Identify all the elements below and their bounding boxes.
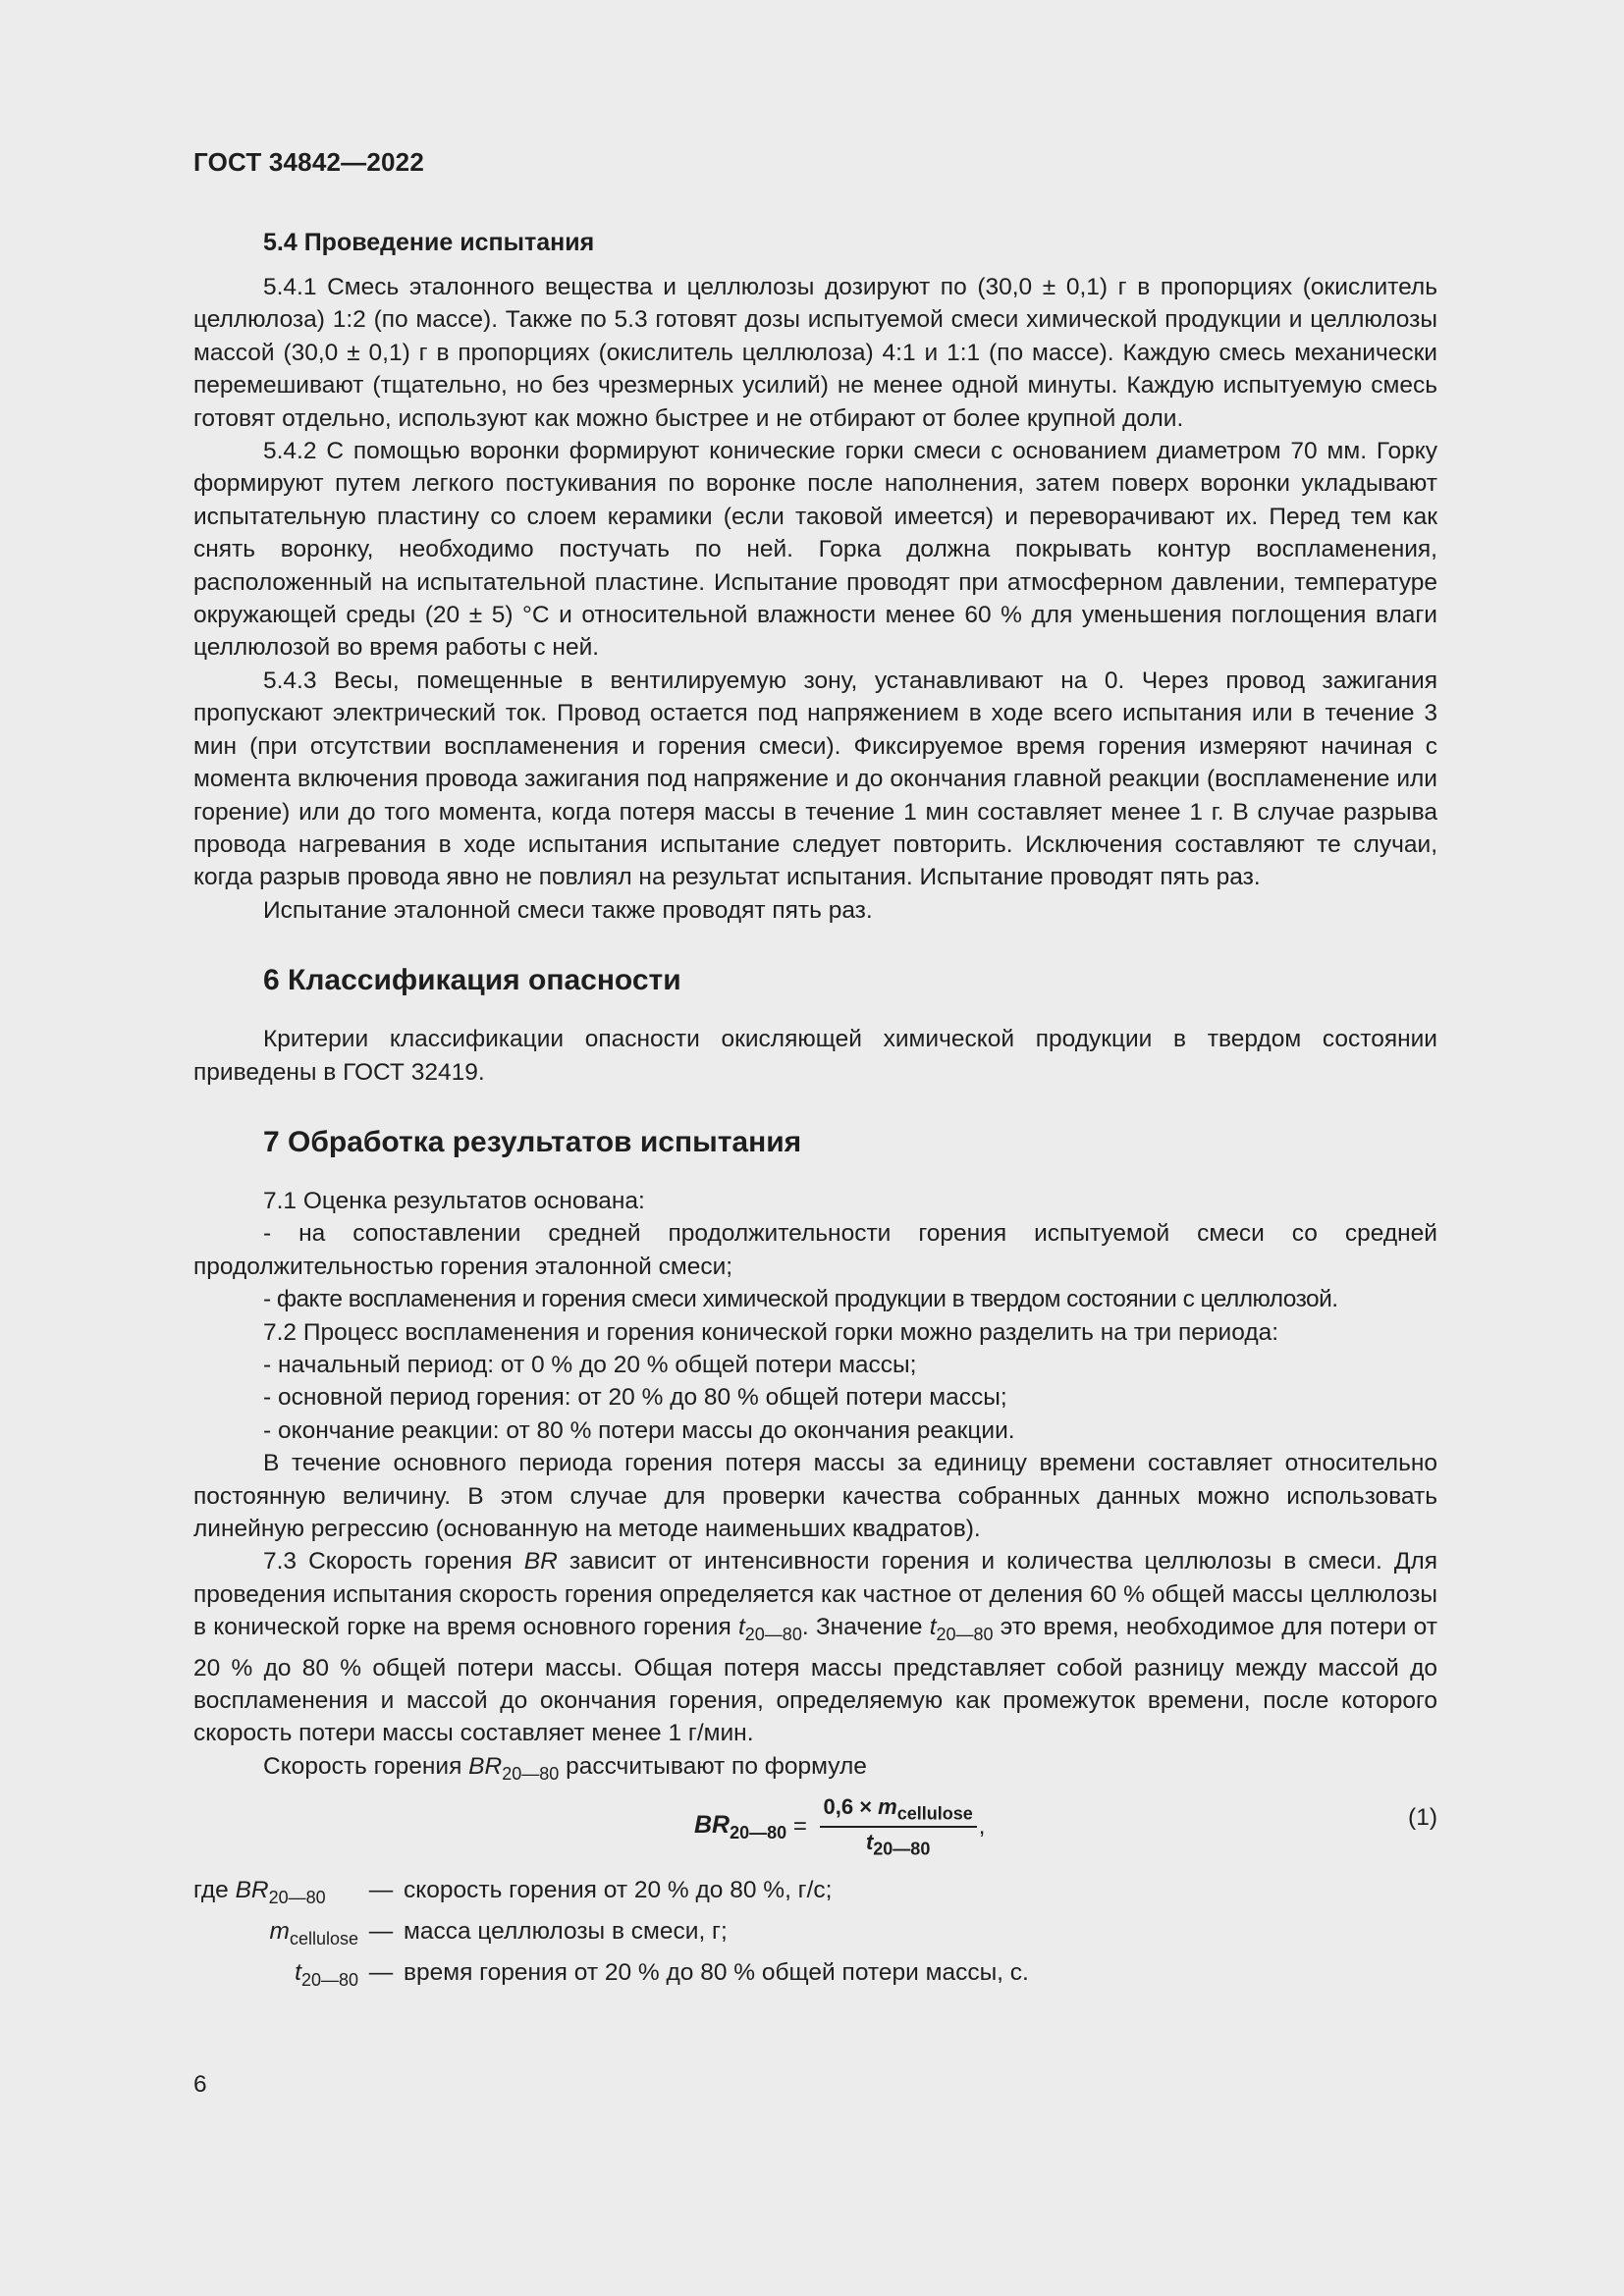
paragraph-7-3: 7.3 Скорость горения BR зависит от интенсивности горения и количества целлюлозы в смеси. Для проведения испытания скорость горения определяется как частное от деления 60 % общей массы целлюлозы в конической горке на время основного горения $t_{20—80}$. Значение $t_{20—80}$ это время, необходимое для потери от 20 % до 80 % общей потери массы. Общая потеря массы представляет собой разницу между массой до воспламенения и массой до окончания горения, определяемую как промежуток времени, после которого скорость потери массы составляет менее 1 г/мин. — [193, 1548, 1437, 1747]
legend-row-m: $m_{cellulose}$ — масса целлюлозы в смеси, г; — [269, 1918, 728, 1949]
bullet-ignition-fact: - факте воспламенения и горения смеси химической продукции в твердом состоянии с целлюлозой. — [263, 1286, 1338, 1313]
t-symbol: t — [737, 1614, 745, 1641]
br-symbol: BR — [468, 1752, 503, 1780]
formula-numerator: $0,6 \times m_{cellulose}$ — [820, 1794, 977, 1828]
paragraph-main-period: В течение основного периода горения потеря массы за единицу времени составляет относительно постоянную величину. В этом случае для проверки качества собранных данных можно использовать линейную регрессию (основанную на методе наименьших квадратов). — [193, 1450, 1437, 1542]
burning-rate-formula — [694, 1794, 985, 1860]
formula-fraction — [820, 1794, 977, 1860]
paragraph-6: Критерии классификации опасности окисляющей химической продукции в твердом состоянии приведены в ГОСТ 32419. — [193, 1026, 1437, 1086]
formula-equals: = — [786, 1813, 814, 1841]
document-code: ГОСТ 34842—2022 — [193, 147, 424, 177]
formula-comma: , — [978, 1813, 986, 1841]
paragraph-5-4-1: 5.4.1 Смесь эталонного вещества и целлюлозы дозируют по (30,0 ± 0,1) г в пропорциях (окислитель целлюлоза) 1:2 (по массе). Также по 5.3 готовят дозы испытуемой смеси химической продукции и целлюлозы массой (30,0 ± 0,1) г в пропорциях (окислитель целлюлоза) 4:1 и 1:1 (по массе). Каждую смесь механически перемешивают (тщательно, но без чрезмерных усилий) не менее одной минуты. Каждую испытуемую смесь готовят отдельно, используют как можно быстрее и не отбирают от более крупной доли. — [193, 274, 1437, 432]
section-7-heading: 7 Обработка результатов испытания — [263, 1125, 802, 1158]
t-symbol: t — [929, 1614, 937, 1641]
paragraph-5-4-3: 5.4.3 Весы, помещенные в вентилируемую зону, устанавливают на 0. Через провод зажигания пропускают электрический ток. Провод остается под напряжением в ходе всего испытания или в течение 3 мин (при отсутствии воспламенения и горения смеси). Фиксируемое время горения измеряют начиная с момента включения провода зажигания под напряжение и до окончания главной реакции (воспламенение или горение) или до того момента, когда потеря массы в течение 1 мин составляет менее 1 г. В случае разрыва провода нагревания в ходе испытания испытание следует повторить. Исключения составляют те случаи, когда разрыв провода явно не повлиял на результат испытания. Испытание проводят пять раз. — [193, 667, 1437, 891]
period-end: - окончание реакции: от 80 % потери массы до окончания реакции. — [263, 1416, 1015, 1444]
paragraph-reference-test: Испытание эталонной смеси также проводят пять раз. — [263, 896, 873, 924]
paragraph-7-1: 7.1 Оценка результатов основана: — [263, 1187, 645, 1214]
paragraph-5-4-2: 5.4.2 С помощью воронки формируют конические горки смеси с основанием диаметром 70 мм. Горку формируют путем легкого постукивания по воронке после наполнения, затем поверх воронки укладывают испытательную пластину со слоем керамики (если таковой имеется) и переворачивают их. Перед тем как снять воронку, необходимо постучать по ней. Горка должна покрывать контур воспламенения, расположенный на испытательной пластине. Испытание проводят при атмосферном давлении, температуре окружающей среды (20 ± 5) °С и относительной влажности менее 60 % для уменьшения поглощения влаги целлюлозой во время работы с ней. — [193, 438, 1437, 662]
section-5-4-heading: 5.4 Проведение испытания — [263, 229, 595, 256]
section-6-heading: 6 Классификация опасности — [263, 964, 681, 997]
formula-number: (1) — [1408, 1804, 1437, 1832]
legend-row-br: где $BR_{20—80}$ — скорость горения от 20 % до 80 %, г/с; — [193, 1877, 833, 1907]
formula-block — [193, 1792, 1437, 1869]
br-symbol: BR — [523, 1548, 558, 1575]
period-initial: - начальный период: от 0 % до 20 % общей потери массы; — [263, 1351, 917, 1378]
legend-row-t: $t_{20—80}$ — время горения от 20 % до 80 % общей потери массы, с. — [295, 1959, 1029, 1990]
bullet-comparison: - на сопоставлении средней продолжительности горения испытуемой смеси со средней продолжительностью горения эталонной смеси; — [193, 1220, 1437, 1280]
paragraph-formula-intro: Скорость горения $BR_{20—80}$ рассчитывают по формуле — [263, 1752, 867, 1784]
period-main: - основной период горения: от 20 % до 80 % общей потери массы; — [263, 1384, 1007, 1412]
formula-denominator: $t_{20—80}$ — [865, 1830, 931, 1859]
formula-legend — [193, 1877, 1437, 2001]
formula-lhs: $BR_{20—80}$ — [694, 1810, 787, 1842]
page-number: 6 — [193, 2071, 207, 2098]
paragraph-7-2: 7.2 Процесс воспламенения и горения конической горки можно разделить на три периода: — [263, 1318, 1279, 1346]
